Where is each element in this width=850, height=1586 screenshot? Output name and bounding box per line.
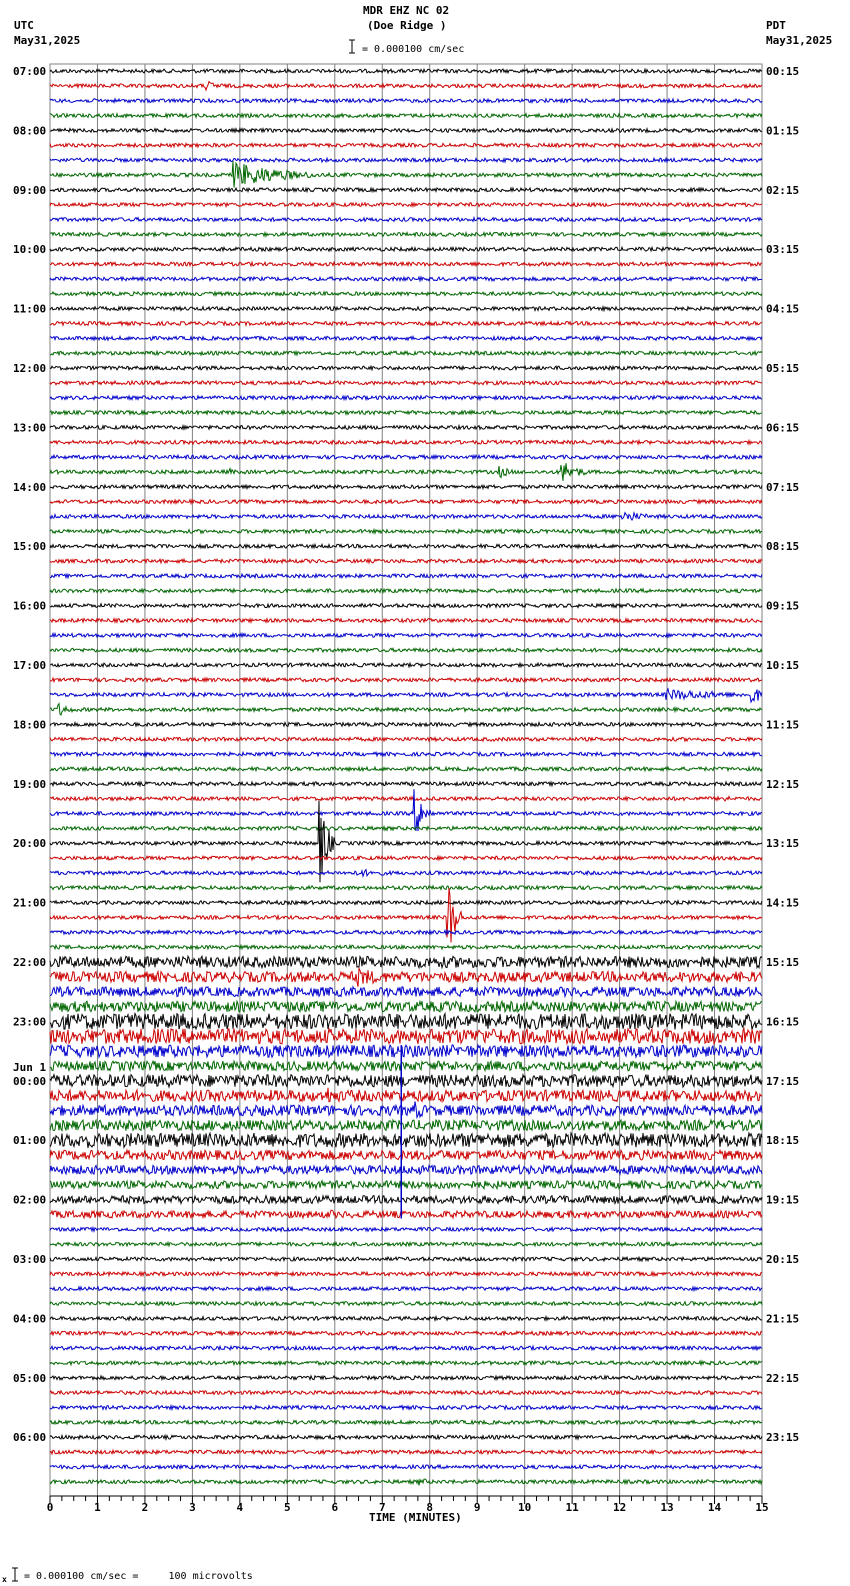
right-hour-label: 00:15: [766, 65, 800, 78]
trace-line: [50, 82, 762, 90]
trace-line: [50, 426, 762, 430]
trace-line: [50, 1088, 762, 1102]
x-tick-label: 15: [755, 1501, 769, 1514]
trace-line: [50, 1376, 762, 1380]
trace-line: [50, 752, 762, 756]
trace-line: [50, 856, 762, 860]
trace-line: [50, 1075, 762, 1087]
trace-line: [50, 1101, 762, 1117]
trace-line: [50, 1465, 762, 1469]
trace-line: [50, 1272, 762, 1276]
trace-line: [50, 1196, 762, 1204]
x-axis-label: TIME (MINUTES): [369, 1511, 462, 1524]
x-tick-label: 4: [236, 1501, 244, 1514]
trace-line: [50, 1287, 762, 1291]
trace-line: [50, 1391, 762, 1395]
left-hour-label: 03:00: [13, 1253, 47, 1266]
trace-line: [50, 956, 762, 967]
trace-line: [50, 203, 762, 207]
trace-line: [50, 351, 762, 355]
left-hour-label: 17:00: [13, 659, 47, 672]
right-hour-label: 18:15: [766, 1134, 800, 1148]
trace-line: [50, 544, 762, 548]
scale-label: = 0.000100 cm/sec: [362, 44, 465, 55]
trace-line: [50, 218, 762, 222]
right-hour-label: 17:15: [766, 1074, 800, 1088]
trace-line: [50, 1435, 762, 1439]
trace-line: [50, 381, 762, 385]
trace-line: [50, 1001, 762, 1012]
footer-scale-note: = 0.000100 cm/sec = 100 microvolts: [24, 1571, 253, 1582]
trace-line: [50, 1406, 762, 1410]
trace-line: [50, 485, 762, 489]
site-subtitle: (Doe Ridge ): [367, 19, 447, 32]
x-tick-label: 8: [426, 1501, 434, 1514]
trace-line: [50, 233, 762, 237]
right-hour-label: 13:15: [766, 837, 800, 851]
trace-line: [50, 1242, 762, 1246]
trace-line: [50, 1045, 762, 1057]
x-tick-label: 3: [189, 1501, 196, 1514]
left-hour-label: 19:00: [13, 777, 47, 791]
trace-line: [50, 633, 762, 637]
date-change-label: Jun 1: [13, 1060, 47, 1074]
trace-line: [50, 870, 762, 877]
left-hour-label: 01:00: [13, 1134, 47, 1148]
left-hour-label: 23:00: [13, 1015, 47, 1029]
trace-line: [50, 322, 762, 326]
left-hour-label: 14:00: [13, 480, 47, 494]
trace-line: [50, 589, 762, 593]
left-hour-label: 16:00: [13, 599, 47, 613]
trace-line: [50, 292, 762, 296]
trace-line: [50, 129, 762, 133]
trace-line: [50, 1450, 762, 1454]
right-hour-label: 08:15: [766, 540, 800, 554]
trace-line: [50, 307, 762, 311]
left-hour-label: 21:00: [13, 896, 47, 910]
left-hour-label: 05:00: [13, 1371, 47, 1385]
trace-line: [50, 789, 762, 831]
right-hour-label: 10:15: [766, 659, 800, 672]
trace-line: [50, 1133, 762, 1148]
x-tick-label: 11: [565, 1501, 579, 1514]
trace-line: [50, 1150, 762, 1160]
trace-line: [50, 99, 762, 103]
trace-line: [50, 678, 762, 682]
trace-line: [50, 114, 762, 118]
x-tick-label: 5: [284, 1501, 291, 1514]
trace-line: [50, 1014, 762, 1030]
trace-line: [50, 143, 762, 147]
trace-line: [50, 396, 762, 400]
left-hour-label: 15:00: [13, 540, 47, 554]
x-tick-label: 9: [473, 1501, 481, 1514]
right-hour-label: 06:15: [766, 421, 800, 435]
right-hour-label: 07:15: [766, 480, 800, 494]
left-date: May31,2025: [14, 34, 81, 47]
trace-layer: [50, 69, 762, 1485]
trace-line: [50, 886, 762, 890]
trace-line: [50, 689, 762, 702]
right-hour-label: 04:15: [766, 302, 800, 316]
trace-line: [50, 69, 762, 73]
trace-line: [50, 247, 762, 251]
x-tick-label: 14: [707, 1501, 722, 1514]
left-hour-label: 09:00: [13, 183, 47, 197]
x-tick-label: 12: [612, 1501, 627, 1514]
right-hour-label: 03:15: [766, 243, 800, 257]
label-layer: [13, 65, 799, 1444]
right-date: May31,2025: [766, 34, 833, 47]
x-tick-label: 6: [331, 1501, 339, 1514]
trace-line: [50, 161, 762, 187]
x-tick-label: 1: [94, 1501, 101, 1514]
trace-line: [50, 1257, 762, 1261]
left-hour-label: 07:00: [13, 65, 47, 78]
trace-line: [50, 796, 762, 801]
station-title: MDR EHZ NC 02: [363, 4, 450, 17]
x-tick-label: 13: [660, 1501, 674, 1514]
left-hour-label: 20:00: [13, 837, 47, 851]
trace-line: [50, 559, 762, 563]
right-hour-label: 12:15: [766, 777, 800, 791]
trace-line: [50, 513, 762, 520]
trace-line: [50, 455, 762, 459]
trace-line: [50, 704, 762, 715]
trace-line: [50, 604, 762, 608]
x-tick-label: 0: [46, 1501, 54, 1514]
right-hour-label: 11:15: [766, 718, 800, 732]
trace-line: [50, 648, 762, 652]
right-hour-label: 05:15: [766, 362, 800, 375]
x-tick-label: 10: [518, 1501, 532, 1514]
trace-line: [50, 1210, 762, 1218]
right-hour-label: 14:15: [766, 896, 800, 910]
trace-line: [50, 1421, 762, 1425]
trace-line: [50, 366, 762, 370]
left-hour-label: 06:00: [13, 1431, 47, 1445]
trace-line: [50, 500, 762, 504]
trace-line: [50, 463, 762, 481]
trace-line: [50, 277, 762, 281]
trace-line: [50, 930, 762, 934]
trace-line: [50, 336, 762, 340]
trace-line: [50, 827, 762, 831]
right-hour-label: 23:15: [766, 1431, 800, 1445]
trace-line: [50, 723, 762, 727]
trace-line: [50, 411, 762, 415]
trace-line: [50, 1166, 762, 1175]
trace-line: [50, 1302, 762, 1306]
trace-line: [50, 1361, 762, 1365]
trace-line: [50, 945, 762, 949]
right-timezone: PDT: [766, 19, 786, 32]
x-tick-label: 7: [378, 1501, 386, 1514]
left-hour-label: 04:00: [13, 1312, 47, 1326]
trace-line: [50, 262, 762, 266]
left-hour-label: 18:00: [13, 718, 47, 732]
trace-line: [50, 188, 762, 192]
trace-line: [50, 158, 762, 162]
trace-line: [50, 1029, 762, 1044]
footer-scale-prefix: x: [2, 1575, 7, 1584]
trace-line: [50, 969, 762, 987]
left-hour-label: 10:00: [13, 243, 47, 257]
right-hour-label: 21:15: [766, 1312, 800, 1326]
trace-line: [50, 1181, 762, 1189]
left-hour-label: 08:00: [13, 124, 47, 138]
trace-line: [50, 1061, 762, 1071]
trace-line: [50, 619, 762, 623]
right-hour-label: 16:15: [766, 1015, 800, 1029]
x-axis: [47, 1496, 769, 1514]
trace-line: [50, 737, 762, 741]
left-timezone: UTC: [14, 19, 34, 32]
trace-line: [50, 1227, 762, 1231]
right-hour-label: 19:15: [766, 1193, 800, 1207]
left-hour-label: 11:00: [13, 302, 47, 316]
right-hour-label: 15:15: [766, 956, 800, 969]
left-hour-label: 12:00: [13, 362, 47, 375]
trace-line: [50, 767, 762, 771]
trace-line: [50, 1331, 762, 1335]
trace-line: [50, 782, 762, 786]
x-tick-label: 2: [141, 1501, 149, 1514]
trace-line: [50, 1479, 762, 1485]
trace-line: [50, 901, 762, 905]
trace-line: [50, 888, 762, 943]
right-hour-label: 01:15: [766, 124, 800, 138]
right-hour-label: 20:15: [766, 1253, 800, 1266]
trace-line: [50, 663, 762, 667]
right-hour-label: 22:15: [766, 1371, 800, 1385]
trace-line: [50, 1346, 762, 1350]
left-hour-label: 02:00: [13, 1193, 47, 1207]
trace-line: [50, 574, 762, 578]
left-hour-label: 00:00: [13, 1074, 47, 1088]
trace-line: [50, 440, 762, 444]
left-hour-label: 13:00: [13, 421, 47, 435]
left-hour-label: 22:00: [13, 956, 47, 969]
trace-line: [50, 987, 762, 997]
trace-line: [50, 1120, 762, 1131]
trace-line: [50, 1317, 762, 1321]
right-hour-label: 02:15: [766, 183, 800, 197]
trace-line: [50, 530, 762, 534]
right-hour-label: 09:15: [766, 599, 800, 613]
